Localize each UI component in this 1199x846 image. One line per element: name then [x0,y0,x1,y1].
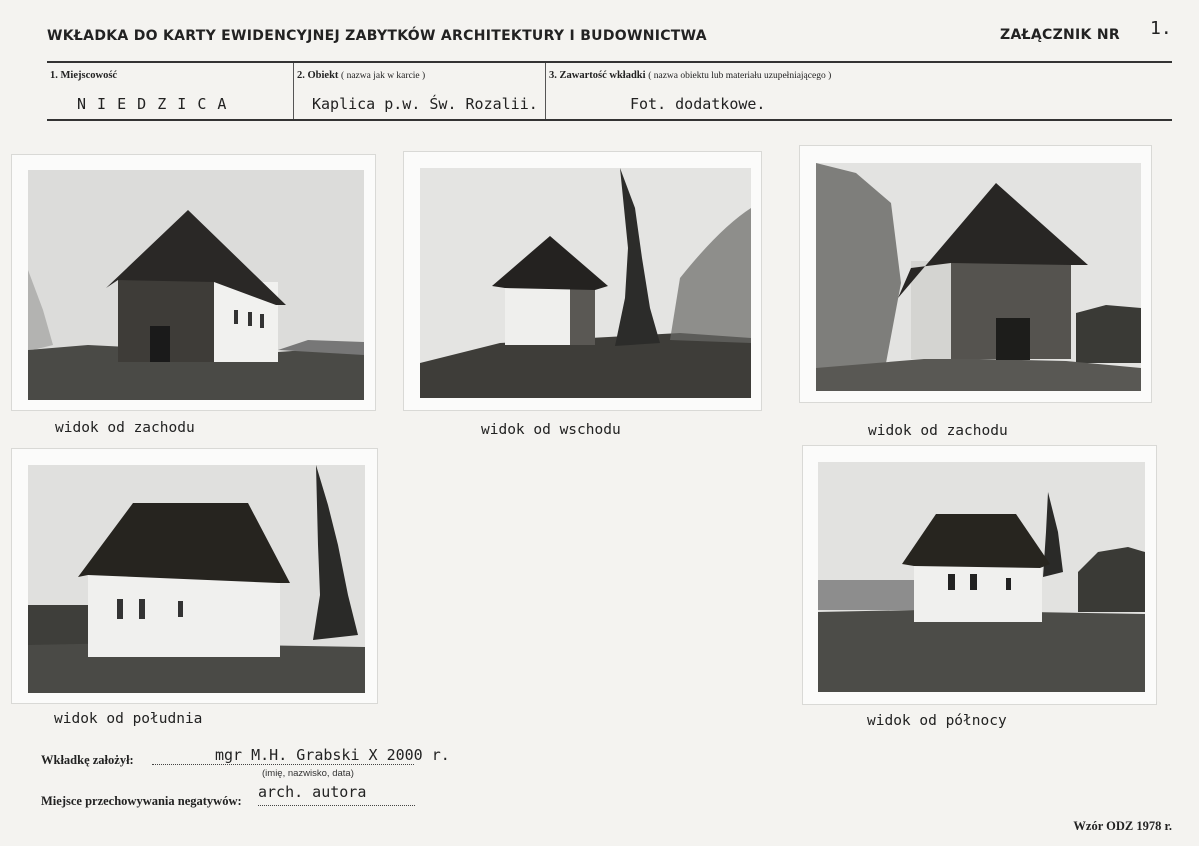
annex-label: ZAŁĄCZNIK NR [1000,27,1120,43]
created-by-dotline [152,764,414,765]
caption-photo-3: widok od zachodu [868,423,1008,439]
photo-chapel-west-close [816,163,1141,391]
contents-field [545,63,1172,119]
photo-card-2 [404,152,761,410]
locality-field [47,63,293,119]
object-field [293,63,545,119]
caption-photo-2: widok od wschodu [481,422,621,438]
locality-label: 1. Miejscowość [50,70,118,81]
photo-chapel-east [420,168,751,398]
created-by-label: Wkładkę założył: [41,753,134,767]
photo-card-1 [12,155,375,410]
negatives-label: Miejsce przechowywania negatywów: [41,794,242,808]
photo-card-4 [12,449,377,703]
annex-number: 1. [1150,18,1172,39]
negatives-value: arch. autora [258,783,367,801]
caption-photo-1: widok od zachodu [55,420,195,436]
caption-photo-5: widok od północy [867,713,1007,729]
contents-label: 3. Zawartość wkładki ( nazwa obiektu lub materiału uzupełniającego ) [549,70,832,81]
photo-chapel-south [28,465,365,693]
negatives-dotline [258,805,415,806]
created-by-hint: (imię, nazwisko, data) [262,768,354,779]
contents-value: Fot. dodatkowe. [630,95,766,113]
photo-card-5 [803,446,1156,704]
caption-photo-4: widok od południa [54,711,203,727]
header-fields-table [47,61,1172,121]
created-by-value: mgr M.H. Grabski X 2000 r. [215,746,450,764]
locality-value: N I E D Z I C A [77,95,228,113]
photo-card-3 [800,146,1151,402]
object-label: 2. Obiekt ( nazwa jak w karcie ) [297,70,426,81]
form-pattern-label: Wzór ODZ 1978 r. [1073,819,1172,833]
photo-chapel-west [28,170,364,400]
form-title: WKŁADKA DO KARTY EWIDENCYJNEJ ZABYTKÓW ARCHITEKTURY I BUDOWNICTWA [47,28,707,44]
object-value: Kaplica p.w. Św. Rozalii. [312,95,538,113]
photo-chapel-north [818,462,1145,692]
